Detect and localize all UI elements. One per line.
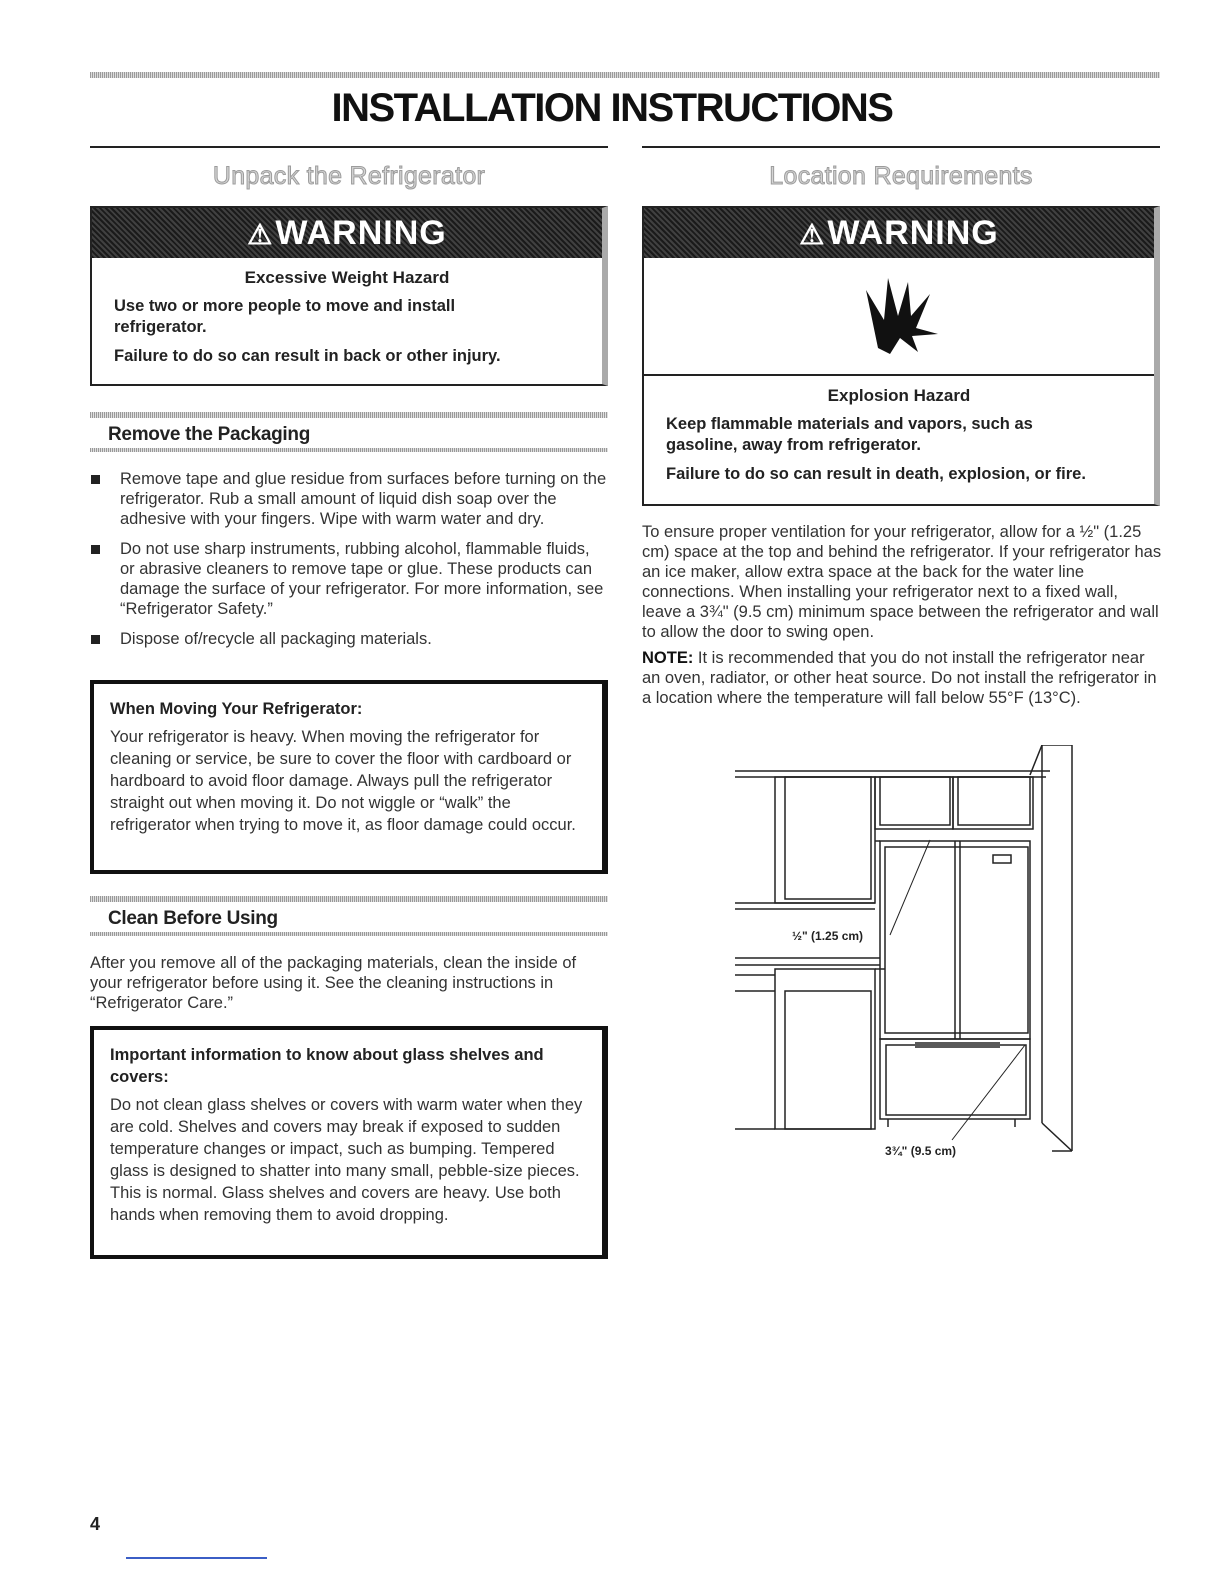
warning-box-explosion bbox=[642, 206, 1160, 506]
section-title-location: Location Requirements bbox=[769, 162, 1033, 190]
page-title: INSTALLATION INSTRUCTIONS bbox=[331, 86, 893, 130]
packaging-bullet-list bbox=[90, 469, 608, 659]
right-column-header bbox=[642, 146, 1160, 196]
box-title: When Moving Your Refrigerator: bbox=[110, 700, 363, 718]
section-rule bbox=[642, 146, 1160, 148]
footer-link-underline[interactable] bbox=[126, 1557, 267, 1559]
warning-banner bbox=[92, 208, 602, 258]
section-title-unpack: Unpack the Refrigerator bbox=[212, 162, 486, 190]
note-paragraph bbox=[642, 648, 1162, 708]
bullet-icon bbox=[91, 545, 100, 554]
top-clearance-label: ½" (1.25 cm) bbox=[792, 929, 864, 943]
hazard-title: Excessive Weight Hazard bbox=[244, 268, 450, 287]
explosion-icon bbox=[856, 270, 946, 360]
left-column-header bbox=[90, 146, 608, 196]
box-body: Do not clean glass shelves or covers with warm water when they are cold. Shelves and covers may break if exposed to sudden temperature changes or impact, such as bumping. Tempered glass is designed to shatter into many small, pebble-size pieces. This is normal. Glass shelves and covers are heavy. Use both hands when removing them to avoid dropping. bbox=[110, 1096, 583, 1224]
top-decorative-rule bbox=[90, 72, 1160, 78]
moving-refrigerator-box bbox=[90, 680, 608, 874]
warning-banner bbox=[644, 208, 1154, 258]
box-title: Important information to know about glass shelves and covers: bbox=[110, 1046, 544, 1086]
subheading-text: Clean Before Using bbox=[108, 908, 278, 929]
subheading-text: Remove the Packaging bbox=[108, 424, 311, 445]
list-item: Remove tape and glue residue from surfaces before turning on the refrigerator. Rub a small amount of liquid dish soap over the adhesive with your fingers. Wipe with warm water and dry. bbox=[90, 469, 608, 529]
warning-consequence: Failure to do so can result in death, explosion, or fire. bbox=[666, 465, 1086, 483]
warning-label: WARNING bbox=[827, 214, 999, 252]
glass-shelves-box bbox=[90, 1026, 608, 1259]
note-label: NOTE: bbox=[642, 649, 694, 667]
warning-label: WARNING bbox=[275, 214, 447, 252]
list-item: Dispose of/recycle all packaging materials. bbox=[90, 629, 608, 649]
bullet-icon bbox=[91, 635, 100, 644]
page-number: 4 bbox=[90, 1514, 101, 1534]
list-item: Do not use sharp instruments, rubbing alcohol, flammable fluids, or abrasive cleaners to remove tape or glue. These products can damage the surface of your refrigerator. For more information, see “Refrigerator Safety.” bbox=[90, 539, 608, 619]
warning-triangle-icon: ⚠ bbox=[799, 219, 826, 250]
box-body: Your refrigerator is heavy. When moving the refrigerator for cleaning or service, be sure to cover the floor with cardboard or hardboard to avoid floor damage. Always pull the refrigerator straight out when moving it. Do not wiggle or “walk” the refrigerator when trying to move it, as floor damage could occur. bbox=[110, 728, 576, 834]
warning-consequence: Failure to do so can result in back or other injury. bbox=[114, 347, 501, 365]
side-clearance-label: 3¾" (9.5 cm) bbox=[885, 1144, 957, 1158]
ventilation-paragraph: To ensure proper ventilation for your refrigerator, allow for a ½" (1.25 cm) space at the top and behind the refrigerator. If your refrigerator has an ice maker, allow extra space at the back for the water line connections. When installing your refrigerator next to a fixed wall, leave a 3¾" (9.5 cm) minimum space between the refrigerator and wall to allow the door to swing open. bbox=[642, 523, 1162, 641]
warning-instruction: Use two or more people to move and install refrigerator. bbox=[114, 297, 456, 336]
warning-triangle-icon: ⚠ bbox=[247, 219, 274, 250]
warning-instruction: Keep flammable materials and vapors, such as gasoline, away from refrigerator. bbox=[666, 415, 1033, 454]
subheading-remove-packaging bbox=[90, 412, 608, 452]
section-rule bbox=[90, 146, 608, 148]
clearance-diagram bbox=[730, 745, 1090, 1165]
warning-box-weight bbox=[90, 206, 608, 386]
clean-before-paragraph: After you remove all of the packaging materials, clean the inside of your refrigerator before using it. See the cleaning instructions in “Refrigerator Care.” bbox=[90, 954, 577, 1012]
bullet-icon bbox=[91, 475, 100, 484]
hazard-title: Explosion Hazard bbox=[827, 386, 971, 405]
explosion-symbol-panel bbox=[644, 258, 1154, 376]
note-text: It is recommended that you do not install the refrigerator near an oven, radiator, or other heat source. Do not install the refrigerator in a location where the temperature will fall below 55°F (13°C). bbox=[642, 649, 1157, 707]
subheading-clean-before-using bbox=[90, 896, 608, 936]
